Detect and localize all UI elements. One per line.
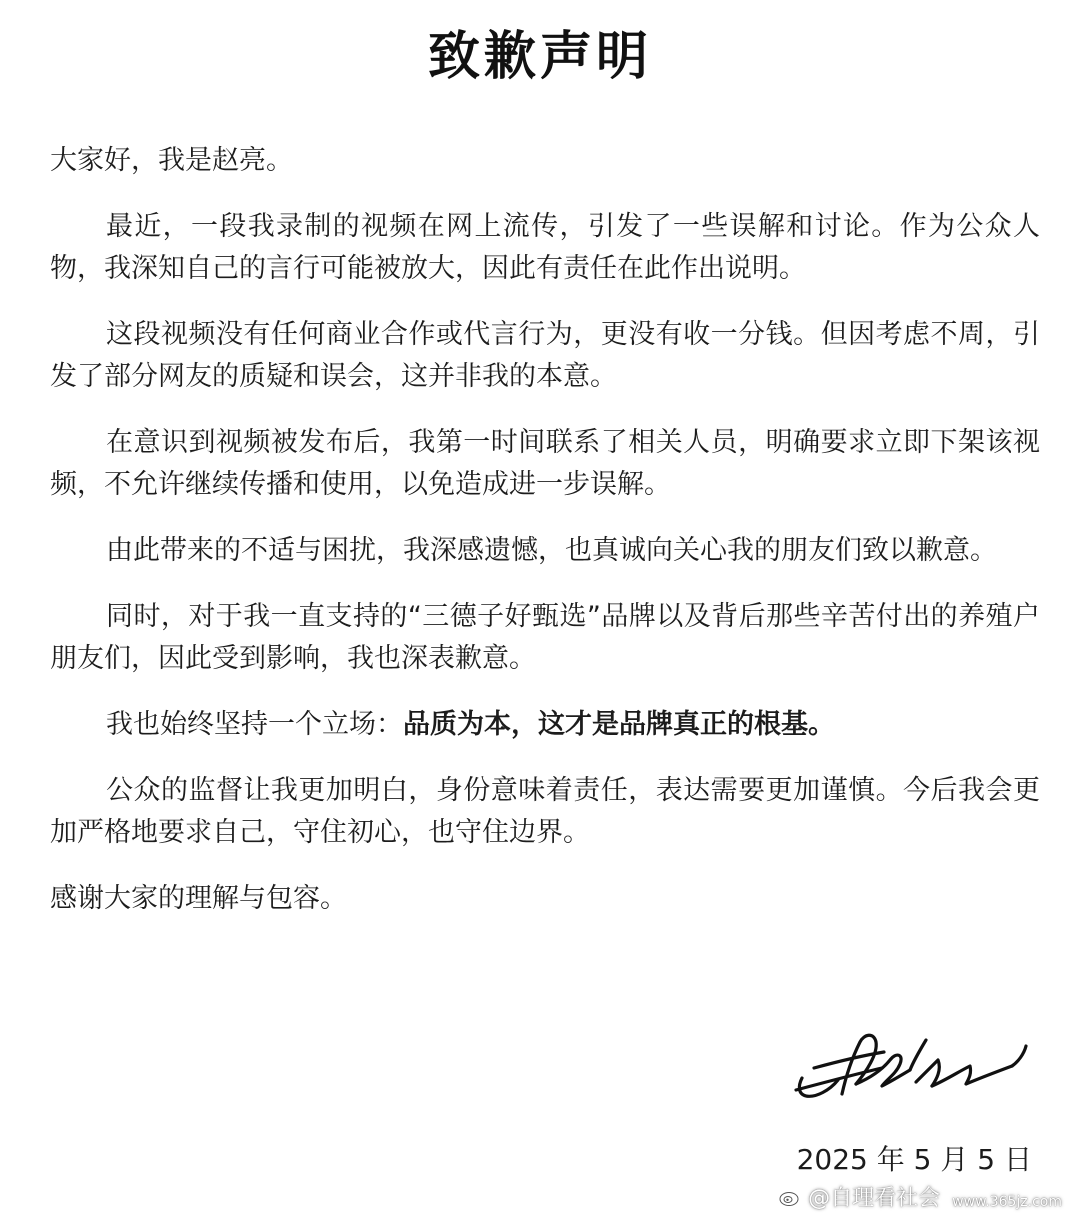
closing-line: 感谢大家的理解与包容。 bbox=[50, 883, 347, 914]
watermark-handle: @自理看社会 bbox=[808, 1186, 941, 1211]
stance-paragraph bbox=[50, 704, 1040, 746]
paragraph-2: 这段视频没有任何商业合作或代言行为，更没有收一分钱。但因考虑不周，引发了部分网友的质疑和误会，这并非我的本意。 bbox=[50, 319, 1040, 392]
stance-lead: 我也始终坚持一个立场： bbox=[106, 709, 403, 740]
document-date: 2025 年 5 月 5 日 bbox=[796, 1143, 1032, 1176]
watermark-url: www.365jz.com bbox=[952, 1194, 1062, 1210]
paragraph-1: 最近，一段我录制的视频在网上流传，引发了一些误解和讨论。作为公众人物，我深知自己的言行可能被放大，因此有责任在此作出说明。 bbox=[50, 211, 1040, 284]
watermark bbox=[778, 1181, 1062, 1212]
paragraph-4: 由此带来的不适与困扰，我深感遗憾，也真诚向关心我的朋友们致以歉意。 bbox=[106, 535, 997, 566]
paragraph-3: 在意识到视频被发布后，我第一时间联系了相关人员，明确要求立即下架该视频，不允许继续传播和使用，以免造成进一步误解。 bbox=[50, 427, 1040, 500]
greeting-line: 大家好，我是赵亮。 bbox=[50, 145, 293, 176]
handwritten-signature bbox=[786, 1020, 1036, 1110]
stance-emphasis: 品质为本，这才是品牌真正的根基。 bbox=[403, 709, 835, 740]
document-title: 致歉声明 bbox=[427, 27, 652, 87]
paragraph-5: 同时，对于我一直支持的“三德子好甄选”品牌以及背后那些辛苦付出的养殖户朋友们，因此受到影响，我也深表歉意。 bbox=[50, 601, 1040, 674]
weibo-icon bbox=[778, 1185, 802, 1209]
document-body bbox=[50, 140, 1040, 920]
paragraph-7: 公众的监督让我更加明白，身份意味着责任，表达需要更加谨慎。今后我会更加严格地要求自己，守住初心，也守住边界。 bbox=[50, 775, 1040, 848]
